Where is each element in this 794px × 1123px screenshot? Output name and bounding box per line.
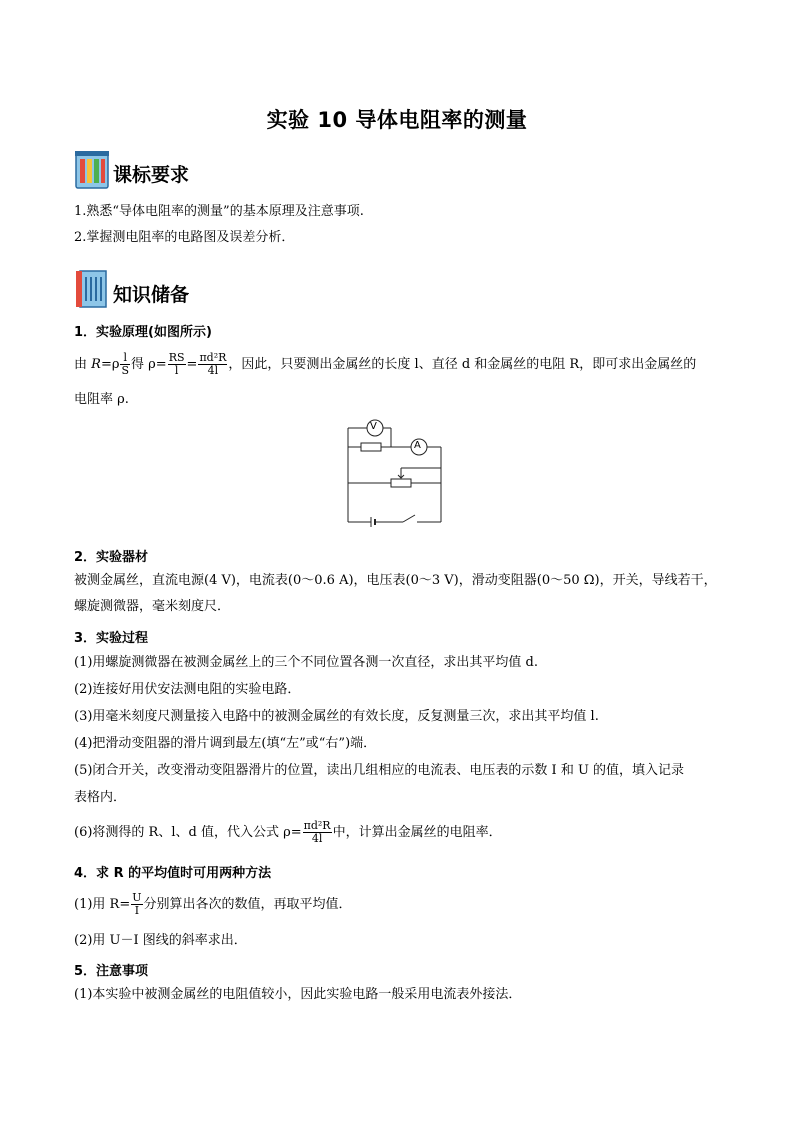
procedure-heading: 3．实验过程 (74, 631, 149, 646)
page-title: 实验 10 导体电阻率的测量 (266, 108, 528, 132)
procedure-step-1: (1)用螺旋测微器在被测金属丝上的三个不同位置各测一次直径，求出其平均值 d. (74, 655, 539, 670)
voltmeter-label: V (370, 421, 377, 432)
principle-heading: 1．实验原理(如图所示) (74, 325, 212, 340)
principle-text-g: 电阻率 ρ. (74, 392, 129, 407)
procedure-step-4: (4)把滑动变阻器的滑片调到最左(填“左”或“右”)端． (74, 736, 377, 751)
principle-text-b: R (91, 357, 101, 372)
curriculum-section-title: 课标要求 (113, 164, 190, 186)
notes-item-1: (1)本实验中被测金属丝的电阻值较小，因此实验电路一般采用电流表外接法． (74, 987, 522, 1002)
curriculum-item-2: 2.掌握测电阻率的电路图及误差分析． (74, 230, 295, 245)
fraction-step6: $\frac{\text{πd²R}}{4l}$ (303, 819, 331, 845)
procedure-step-5b: 表格内． (74, 790, 127, 805)
average-method-2: (2)用 U－I 图线的斜率求出． (74, 933, 247, 948)
principle-text-c: =ρ (100, 357, 120, 372)
procedure-step-6a: (6)将测得的 R、l、d 值，代入公式 ρ= (74, 825, 302, 840)
notes-heading: 5．注意事项 (74, 964, 149, 979)
principle-text-f: ，因此，只要测出金属丝的长度 l、直径 d 和金属丝的电阻 R，即可求出金属丝的 (228, 357, 697, 372)
fraction-rs-over-l: $\frac{RS}{l}$ (168, 351, 185, 377)
principle-text-e: = (186, 357, 198, 372)
equipment-line-1: 被测金属丝，直流电源(4 V)，电流表(0～0.6 A)，电压表(0～3 V)，滑动变阻器(0～50 Ω)，开关，导线若干， (74, 573, 717, 588)
curriculum-item-1: 1.熟悉“导体电阻率的测量”的基本原理及注意事项. (74, 204, 364, 219)
average-method-1a: (1)用 R= (74, 897, 131, 912)
fraction-pi-d2-r-over-4l: $\frac{\text{πd²R}}{4l}$ (199, 351, 227, 377)
knowledge-section-icon (74, 268, 110, 310)
principle-text-d: 得 ρ= (131, 357, 167, 372)
procedure-step-6 (74, 816, 502, 850)
circuit-diagram (343, 416, 449, 530)
fraction-l-over-s: $\frac{l}{S}$ (121, 351, 130, 377)
equipment-line-2: 螺旋测微器，毫米刻度尺． (74, 599, 231, 614)
procedure-step-5a: (5)闭合开关，改变滑动变阻器滑片的位置，读出几组相应的电流表、电压表的示数 I 和 U 的值，填入记录 (74, 763, 685, 778)
principle-formula-line (74, 348, 696, 382)
procedure-step-2: (2)连接好用伏安法测电阻的实验电路． (74, 682, 301, 697)
average-heading: 4．求 R 的平均值时可用两种方法 (74, 866, 272, 881)
average-method-1b: 分别算出各次的数值，再取平均值． (143, 897, 352, 912)
ammeter-label: A (414, 440, 421, 451)
procedure-step-6b: 中，计算出金属丝的电阻率． (332, 825, 502, 840)
procedure-step-3: (3)用毫米刻度尺测量接入电路中的被测金属丝的有效长度，反复测量三次，求出其平均值 l. (74, 709, 599, 724)
average-method-1 (74, 888, 352, 922)
fraction-u-over-i: $\frac{U}{I}$ (132, 891, 142, 917)
principle-text-a: 由 (74, 357, 92, 372)
knowledge-section-title: 知识储备 (113, 284, 190, 306)
equipment-heading: 2．实验器材 (74, 550, 149, 565)
curriculum-section-icon (74, 150, 110, 190)
